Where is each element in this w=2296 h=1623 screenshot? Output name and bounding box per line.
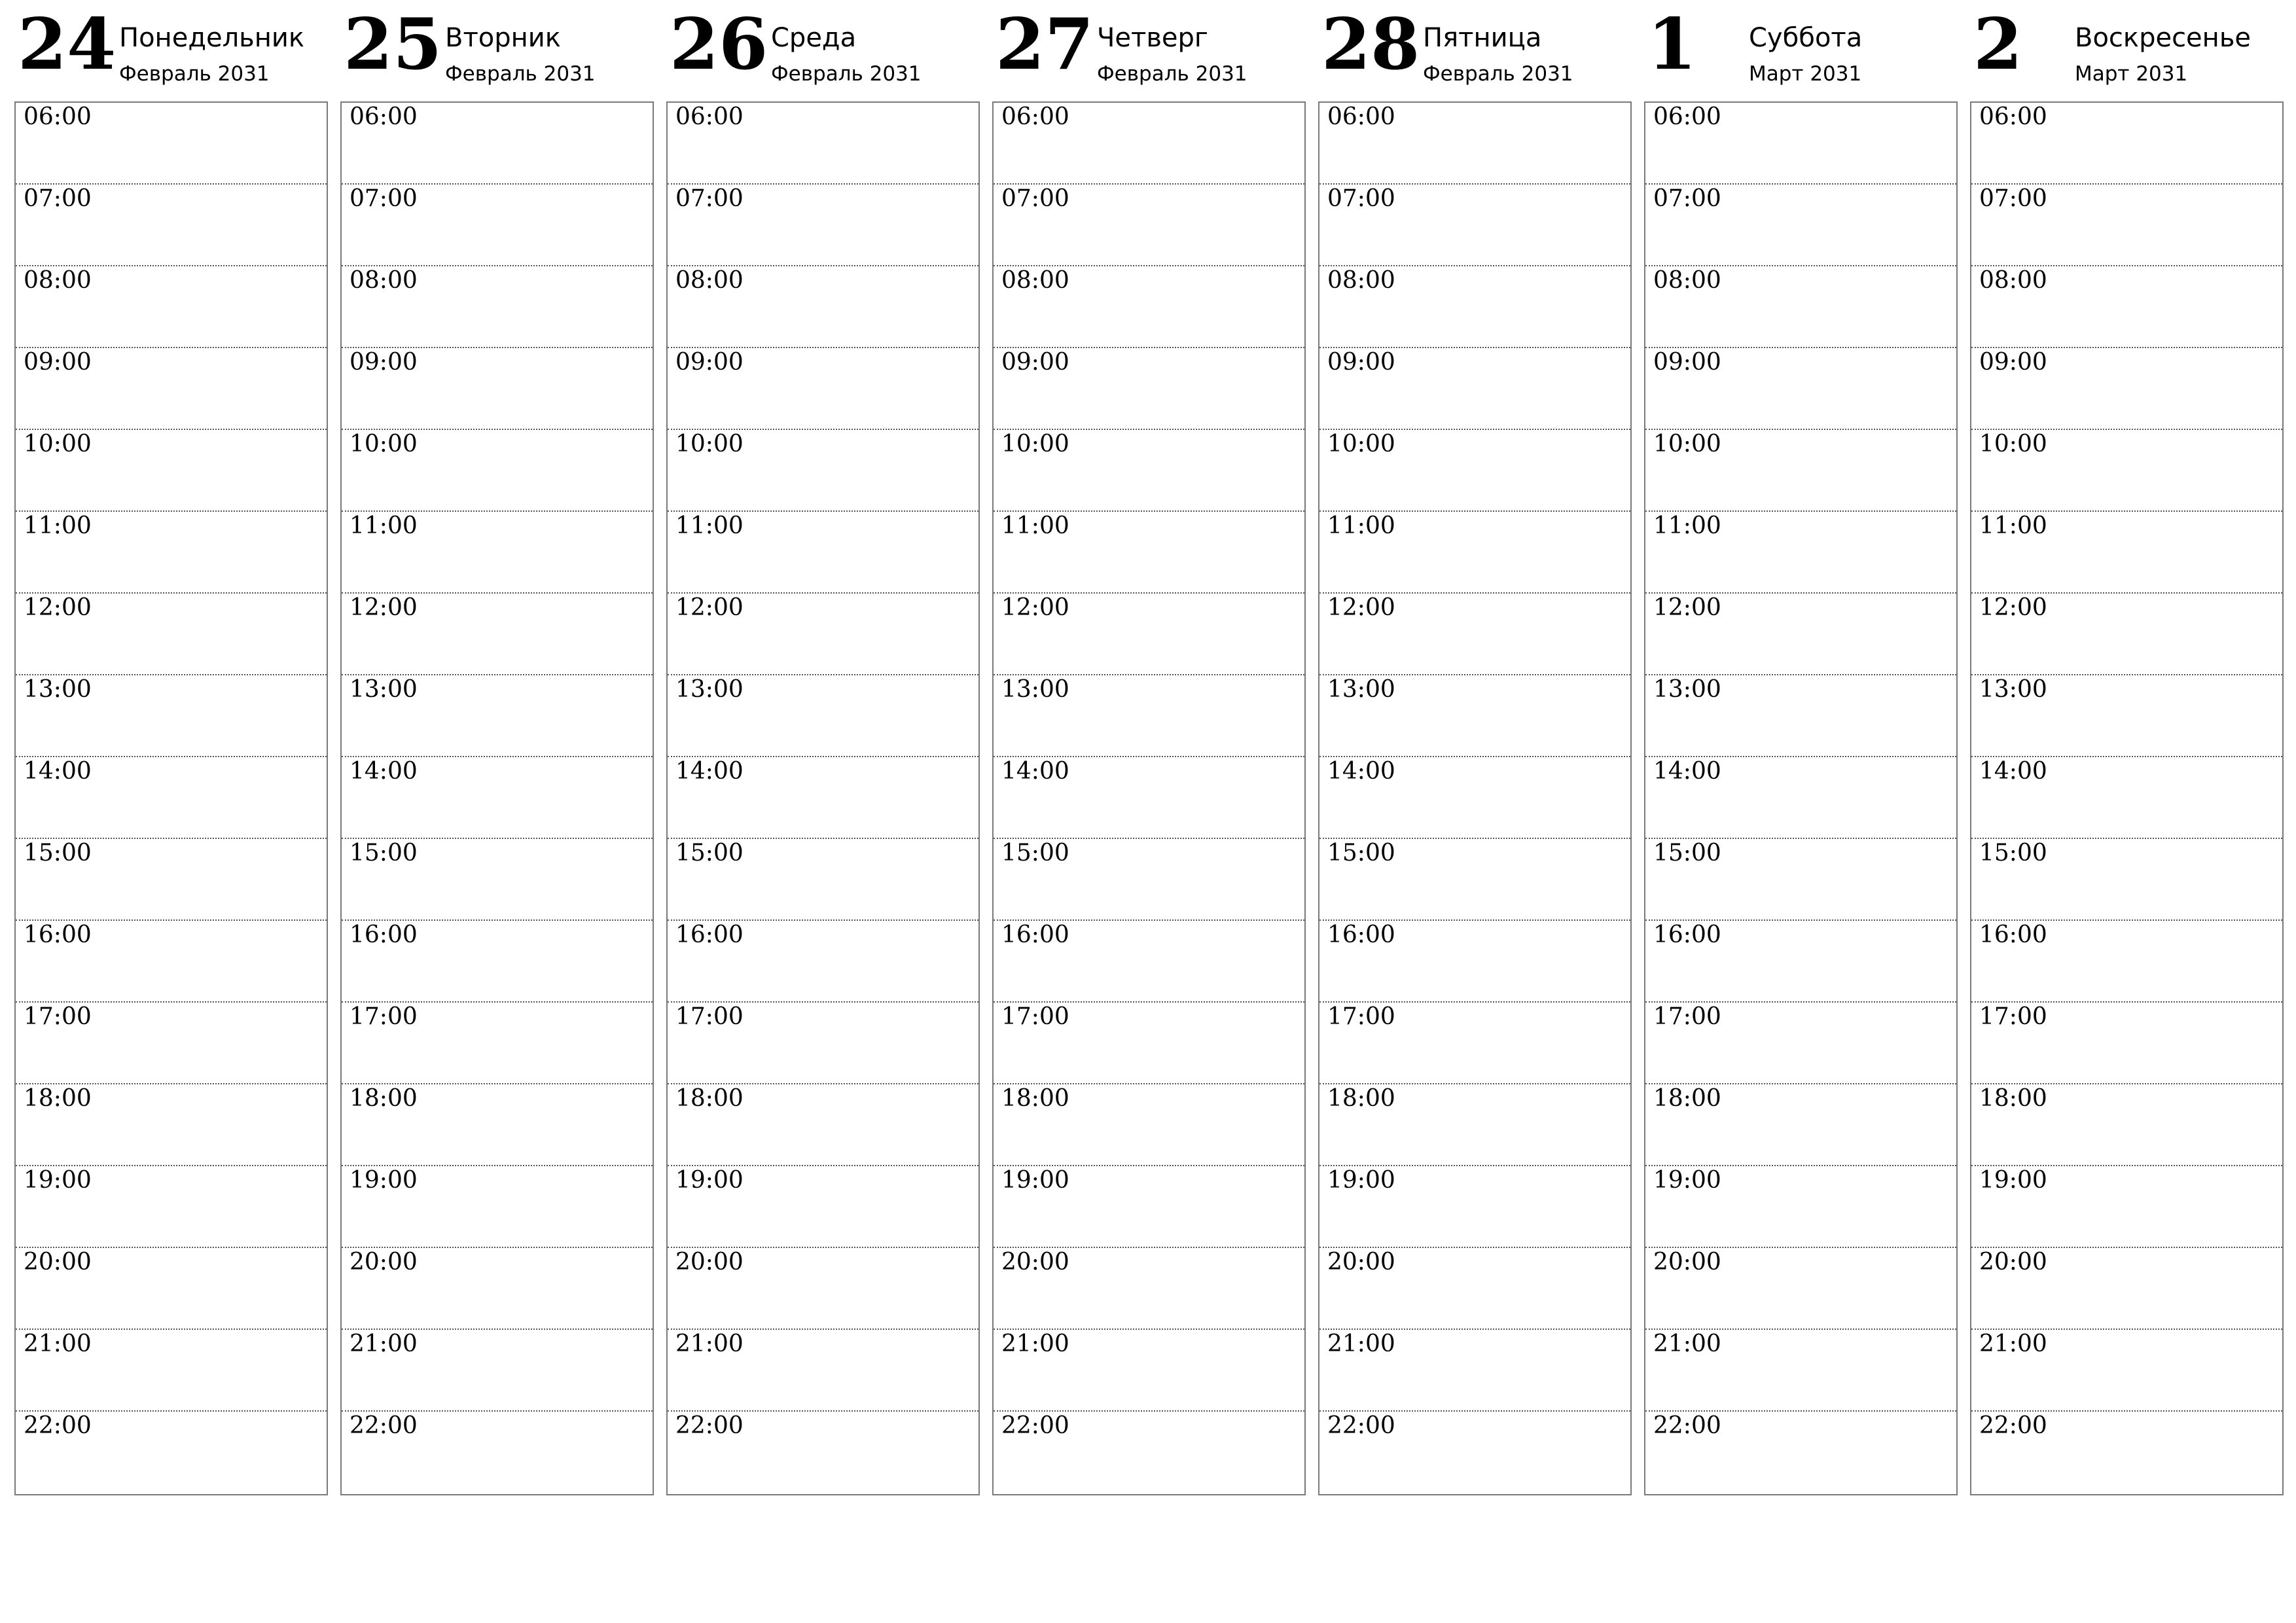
- hour-slot[interactable]: [1645, 512, 1956, 594]
- day-number: 24: [18, 3, 117, 86]
- hour-slot[interactable]: [994, 1003, 1304, 1084]
- hour-slot[interactable]: [342, 1003, 653, 1084]
- hour-label: 11:00: [1653, 512, 1721, 539]
- hour-label: 20:00: [1979, 1249, 2047, 1275]
- hour-label: 09:00: [1001, 349, 1069, 376]
- hour-label: 07:00: [350, 185, 418, 212]
- hour-label: 08:00: [350, 267, 418, 294]
- hour-label: 09:00: [1653, 349, 1721, 376]
- hour-label: 10:00: [1327, 431, 1395, 457]
- hour-label: 21:00: [1979, 1330, 2047, 1357]
- hour-label: 09:00: [1327, 349, 1395, 376]
- hour-slot[interactable]: [1645, 1084, 1956, 1166]
- hour-slot[interactable]: [1971, 103, 2282, 185]
- hour-label: 06:00: [1653, 103, 1721, 130]
- hour-label: 17:00: [350, 1003, 418, 1030]
- hour-label: 18:00: [1327, 1085, 1395, 1112]
- day-hour-grid: [340, 101, 654, 1495]
- hour-slot[interactable]: [1319, 185, 1630, 266]
- hour-slot[interactable]: [342, 675, 653, 757]
- day-number: 25: [344, 3, 442, 86]
- hour-slot[interactable]: [994, 1084, 1304, 1166]
- day-header: [340, 0, 654, 98]
- day-hour-grid: [1970, 101, 2284, 1495]
- hour-slot[interactable]: [342, 1084, 653, 1166]
- hour-slot[interactable]: [342, 757, 653, 839]
- day-hour-grid: [992, 101, 1306, 1495]
- hour-slot[interactable]: [994, 185, 1304, 266]
- hour-slot[interactable]: [1319, 1084, 1630, 1166]
- hour-slot[interactable]: [668, 839, 978, 921]
- hour-label: 19:00: [24, 1167, 92, 1194]
- hour-slot[interactable]: [342, 430, 653, 512]
- hour-slot[interactable]: [342, 594, 653, 675]
- hour-slot[interactable]: [1645, 430, 1956, 512]
- hour-slot[interactable]: [1319, 266, 1630, 348]
- hour-label: 15:00: [1653, 840, 1721, 866]
- hour-label: 19:00: [1327, 1167, 1395, 1194]
- day-number: 27: [996, 3, 1094, 86]
- hour-slot[interactable]: [1645, 1166, 1956, 1248]
- hour-slot[interactable]: [1645, 839, 1956, 921]
- hour-slot[interactable]: [16, 594, 327, 675]
- day-column: [992, 0, 1306, 1505]
- day-name: Пятница: [1423, 23, 1542, 53]
- hour-slot[interactable]: [1319, 675, 1630, 757]
- hour-label: 16:00: [675, 921, 744, 948]
- day-hour-grid: [666, 101, 980, 1495]
- day-number: 26: [670, 3, 768, 86]
- hour-label: 18:00: [675, 1085, 744, 1112]
- hour-slot[interactable]: [1319, 512, 1630, 594]
- hour-slot[interactable]: [16, 1330, 327, 1412]
- hour-slot[interactable]: [16, 675, 327, 757]
- hour-label: 20:00: [1001, 1249, 1069, 1275]
- hour-label: 18:00: [1653, 1085, 1721, 1112]
- hour-label: 06:00: [1327, 103, 1395, 130]
- hour-label: 20:00: [1653, 1249, 1721, 1275]
- hour-slot[interactable]: [16, 1084, 327, 1166]
- hour-slot[interactable]: [994, 839, 1304, 921]
- hour-label: 13:00: [675, 676, 744, 703]
- hour-label: 08:00: [1979, 267, 2047, 294]
- hour-slot[interactable]: [342, 839, 653, 921]
- day-number: 2: [1973, 3, 2023, 86]
- day-month: Март 2031: [2075, 62, 2188, 86]
- hour-label: 12:00: [1327, 594, 1395, 621]
- hour-slot[interactable]: [668, 512, 978, 594]
- hour-label: 22:00: [1979, 1412, 2047, 1439]
- hour-slot[interactable]: [342, 1248, 653, 1330]
- hour-slot[interactable]: [668, 103, 978, 185]
- hour-slot[interactable]: [16, 1003, 327, 1084]
- day-header: [1970, 0, 2284, 98]
- hour-slot[interactable]: [1645, 921, 1956, 1003]
- hour-slot[interactable]: [994, 757, 1304, 839]
- hour-label: 20:00: [350, 1249, 418, 1275]
- hour-label: 09:00: [24, 349, 92, 376]
- hour-label: 22:00: [1001, 1412, 1069, 1439]
- hour-slot[interactable]: [1319, 921, 1630, 1003]
- hour-label: 16:00: [1001, 921, 1069, 948]
- hour-slot[interactable]: [994, 594, 1304, 675]
- hour-label: 11:00: [1979, 512, 2047, 539]
- hour-label: 10:00: [1001, 431, 1069, 457]
- hour-slot[interactable]: [1319, 103, 1630, 185]
- hour-label: 07:00: [1001, 185, 1069, 212]
- hour-slot[interactable]: [1971, 1003, 2282, 1084]
- hour-label: 17:00: [24, 1003, 92, 1030]
- hour-label: 12:00: [675, 594, 744, 621]
- hour-slot[interactable]: [994, 430, 1304, 512]
- hour-label: 11:00: [24, 512, 92, 539]
- hour-slot[interactable]: [668, 757, 978, 839]
- day-column: [1644, 0, 1958, 1505]
- hour-label: 12:00: [24, 594, 92, 621]
- hour-label: 13:00: [1001, 676, 1069, 703]
- hour-slot[interactable]: [16, 921, 327, 1003]
- hour-label: 06:00: [24, 103, 92, 130]
- hour-label: 20:00: [1327, 1249, 1395, 1275]
- hour-label: 09:00: [675, 349, 744, 376]
- hour-label: 19:00: [675, 1167, 744, 1194]
- hour-slot[interactable]: [1971, 839, 2282, 921]
- day-month: Февраль 2031: [445, 62, 596, 86]
- day-name: Четверг: [1097, 23, 1208, 53]
- hour-label: 19:00: [1979, 1167, 2047, 1194]
- day-name: Среда: [771, 23, 857, 53]
- hour-slot[interactable]: [668, 594, 978, 675]
- hour-slot[interactable]: [1319, 594, 1630, 675]
- hour-slot[interactable]: [1319, 1330, 1630, 1412]
- hour-label: 08:00: [1001, 267, 1069, 294]
- hour-slot[interactable]: [1971, 266, 2282, 348]
- hour-label: 21:00: [1327, 1330, 1395, 1357]
- hour-label: 21:00: [1653, 1330, 1721, 1357]
- hour-label: 06:00: [1979, 103, 2047, 130]
- hour-label: 11:00: [350, 512, 418, 539]
- day-number: 1: [1647, 3, 1697, 86]
- hour-label: 10:00: [675, 431, 744, 457]
- hour-slot[interactable]: [668, 430, 978, 512]
- hour-label: 17:00: [1001, 1003, 1069, 1030]
- hour-label: 14:00: [1327, 758, 1395, 785]
- hour-label: 21:00: [675, 1330, 744, 1357]
- hour-label: 16:00: [350, 921, 418, 948]
- hour-slot[interactable]: [668, 1412, 978, 1493]
- hour-slot[interactable]: [1971, 512, 2282, 594]
- hour-slot[interactable]: [16, 266, 327, 348]
- hour-label: 15:00: [350, 840, 418, 866]
- hour-label: 11:00: [675, 512, 744, 539]
- day-header: [1318, 0, 1632, 98]
- hour-slot[interactable]: [1319, 348, 1630, 430]
- hour-label: 17:00: [675, 1003, 744, 1030]
- hour-slot[interactable]: [1645, 1248, 1956, 1330]
- hour-label: 16:00: [1653, 921, 1721, 948]
- hour-slot[interactable]: [1971, 1084, 2282, 1166]
- hour-slot[interactable]: [342, 185, 653, 266]
- hour-label: 21:00: [1001, 1330, 1069, 1357]
- hour-label: 20:00: [675, 1249, 744, 1275]
- hour-slot[interactable]: [16, 1166, 327, 1248]
- hour-slot[interactable]: [16, 430, 327, 512]
- hour-slot[interactable]: [1971, 430, 2282, 512]
- hour-label: 20:00: [24, 1249, 92, 1275]
- day-name: Воскресенье: [2075, 23, 2251, 53]
- hour-slot[interactable]: [16, 1248, 327, 1330]
- hour-slot[interactable]: [994, 348, 1304, 430]
- hour-slot[interactable]: [16, 512, 327, 594]
- hour-label: 19:00: [350, 1167, 418, 1194]
- hour-label: 14:00: [675, 758, 744, 785]
- hour-slot[interactable]: [668, 348, 978, 430]
- hour-label: 07:00: [1653, 185, 1721, 212]
- hour-label: 14:00: [350, 758, 418, 785]
- hour-slot[interactable]: [994, 1412, 1304, 1493]
- hour-label: 19:00: [1001, 1167, 1069, 1194]
- hour-slot[interactable]: [994, 921, 1304, 1003]
- hour-label: 22:00: [1327, 1412, 1395, 1439]
- day-hour-grid: [1644, 101, 1958, 1495]
- hour-slot[interactable]: [1645, 1003, 1956, 1084]
- day-hour-grid: [14, 101, 328, 1495]
- hour-label: 17:00: [1327, 1003, 1395, 1030]
- hour-label: 10:00: [24, 431, 92, 457]
- day-month: Февраль 2031: [1097, 62, 1247, 86]
- hour-label: 10:00: [1653, 431, 1721, 457]
- hour-slot[interactable]: [1319, 1166, 1630, 1248]
- hour-slot[interactable]: [342, 1166, 653, 1248]
- hour-label: 18:00: [1001, 1085, 1069, 1112]
- hour-slot[interactable]: [1971, 757, 2282, 839]
- hour-label: 18:00: [1979, 1085, 2047, 1112]
- hour-label: 16:00: [1979, 921, 2047, 948]
- hour-label: 13:00: [1327, 676, 1395, 703]
- hour-slot[interactable]: [1971, 185, 2282, 266]
- hour-slot[interactable]: [1971, 1330, 2282, 1412]
- hour-label: 12:00: [350, 594, 418, 621]
- hour-slot[interactable]: [1971, 675, 2282, 757]
- hour-label: 07:00: [24, 185, 92, 212]
- day-header: [1644, 0, 1958, 98]
- hour-label: 08:00: [1653, 267, 1721, 294]
- day-column: [666, 0, 980, 1505]
- hour-label: 21:00: [350, 1330, 418, 1357]
- day-number: 28: [1321, 3, 1420, 86]
- day-month: Февраль 2031: [119, 62, 270, 86]
- hour-slot[interactable]: [1971, 1248, 2282, 1330]
- hour-label: 06:00: [1001, 103, 1069, 130]
- hour-label: 14:00: [1653, 758, 1721, 785]
- hour-label: 07:00: [1327, 185, 1395, 212]
- hour-slot[interactable]: [994, 1330, 1304, 1412]
- hour-label: 09:00: [350, 349, 418, 376]
- day-month: Февраль 2031: [771, 62, 922, 86]
- hour-slot[interactable]: [668, 1166, 978, 1248]
- hour-slot[interactable]: [1319, 757, 1630, 839]
- hour-label: 12:00: [1653, 594, 1721, 621]
- hour-slot[interactable]: [1645, 1412, 1956, 1493]
- hour-label: 22:00: [1653, 1412, 1721, 1439]
- hour-slot[interactable]: [994, 266, 1304, 348]
- day-column: [340, 0, 654, 1505]
- hour-slot[interactable]: [994, 512, 1304, 594]
- hour-slot[interactable]: [342, 266, 653, 348]
- hour-slot[interactable]: [668, 921, 978, 1003]
- hour-slot[interactable]: [342, 103, 653, 185]
- hour-slot[interactable]: [1319, 839, 1630, 921]
- hour-slot[interactable]: [668, 675, 978, 757]
- hour-label: 13:00: [1653, 676, 1721, 703]
- day-column: [1970, 0, 2284, 1505]
- hour-slot[interactable]: [16, 103, 327, 185]
- hour-label: 17:00: [1979, 1003, 2047, 1030]
- hour-label: 18:00: [24, 1085, 92, 1112]
- hour-label: 10:00: [1979, 431, 2047, 457]
- hour-slot[interactable]: [668, 1330, 978, 1412]
- hour-slot[interactable]: [1645, 757, 1956, 839]
- hour-slot[interactable]: [668, 1003, 978, 1084]
- hour-slot[interactable]: [668, 1084, 978, 1166]
- hour-label: 10:00: [350, 431, 418, 457]
- hour-slot[interactable]: [1645, 348, 1956, 430]
- day-header: [666, 0, 980, 98]
- hour-label: 11:00: [1327, 512, 1395, 539]
- day-month: Февраль 2031: [1423, 62, 1573, 86]
- hour-label: 13:00: [24, 676, 92, 703]
- hour-label: 22:00: [675, 1412, 744, 1439]
- day-column: [14, 0, 328, 1505]
- day-column: [1318, 0, 1632, 1505]
- hour-slot[interactable]: [1645, 185, 1956, 266]
- day-name: Суббота: [1749, 23, 1863, 53]
- hour-label: 22:00: [350, 1412, 418, 1439]
- hour-slot[interactable]: [1971, 594, 2282, 675]
- hour-slot[interactable]: [1645, 675, 1956, 757]
- hour-label: 15:00: [24, 840, 92, 866]
- hour-slot[interactable]: [342, 1330, 653, 1412]
- hour-label: 09:00: [1979, 349, 2047, 376]
- hour-slot[interactable]: [994, 675, 1304, 757]
- hour-label: 06:00: [675, 103, 744, 130]
- hour-label: 08:00: [24, 267, 92, 294]
- hour-label: 14:00: [1979, 758, 2047, 785]
- hour-label: 16:00: [1327, 921, 1395, 948]
- hour-slot[interactable]: [1971, 1412, 2282, 1493]
- hour-label: 12:00: [1001, 594, 1069, 621]
- hour-slot[interactable]: [1319, 1248, 1630, 1330]
- day-name: Вторник: [445, 23, 561, 53]
- hour-label: 21:00: [24, 1330, 92, 1357]
- hour-slot[interactable]: [668, 1248, 978, 1330]
- hour-label: 18:00: [350, 1085, 418, 1112]
- hour-slot[interactable]: [1319, 1412, 1630, 1493]
- hour-slot[interactable]: [342, 348, 653, 430]
- hour-label: 08:00: [1327, 267, 1395, 294]
- day-header: [992, 0, 1306, 98]
- hour-label: 06:00: [350, 103, 418, 130]
- hour-slot[interactable]: [342, 921, 653, 1003]
- hour-label: 17:00: [1653, 1003, 1721, 1030]
- hour-slot[interactable]: [1971, 348, 2282, 430]
- hour-label: 15:00: [675, 840, 744, 866]
- hour-slot[interactable]: [1971, 921, 2282, 1003]
- hour-slot[interactable]: [16, 839, 327, 921]
- hour-slot[interactable]: [668, 266, 978, 348]
- hour-slot[interactable]: [994, 1166, 1304, 1248]
- hour-slot[interactable]: [1319, 430, 1630, 512]
- hour-label: 11:00: [1001, 512, 1069, 539]
- hour-label: 15:00: [1979, 840, 2047, 866]
- hour-slot[interactable]: [1645, 594, 1956, 675]
- hour-slot[interactable]: [16, 348, 327, 430]
- hour-slot[interactable]: [16, 1412, 327, 1493]
- day-hour-grid: [1318, 101, 1632, 1495]
- hour-label: 14:00: [24, 758, 92, 785]
- hour-label: 12:00: [1979, 594, 2047, 621]
- hour-slot[interactable]: [1645, 103, 1956, 185]
- day-name: Понедельник: [119, 23, 305, 53]
- hour-slot[interactable]: [16, 757, 327, 839]
- hour-label: 13:00: [350, 676, 418, 703]
- hour-slot[interactable]: [1645, 266, 1956, 348]
- day-header: [14, 0, 328, 98]
- hour-slot[interactable]: [1645, 1330, 1956, 1412]
- hour-label: 16:00: [24, 921, 92, 948]
- hour-slot[interactable]: [16, 185, 327, 266]
- hour-label: 22:00: [24, 1412, 92, 1439]
- hour-slot[interactable]: [994, 1248, 1304, 1330]
- hour-slot[interactable]: [1319, 1003, 1630, 1084]
- hour-label: 08:00: [675, 267, 744, 294]
- hour-slot[interactable]: [668, 185, 978, 266]
- hour-label: 13:00: [1979, 676, 2047, 703]
- hour-label: 14:00: [1001, 758, 1069, 785]
- hour-slot[interactable]: [342, 512, 653, 594]
- day-month: Март 2031: [1749, 62, 1862, 86]
- hour-slot[interactable]: [342, 1412, 653, 1493]
- hour-label: 15:00: [1327, 840, 1395, 866]
- hour-label: 07:00: [675, 185, 744, 212]
- hour-slot[interactable]: [1971, 1166, 2282, 1248]
- hour-slot[interactable]: [994, 103, 1304, 185]
- hour-label: 15:00: [1001, 840, 1069, 866]
- hour-label: 19:00: [1653, 1167, 1721, 1194]
- hour-label: 07:00: [1979, 185, 2047, 212]
